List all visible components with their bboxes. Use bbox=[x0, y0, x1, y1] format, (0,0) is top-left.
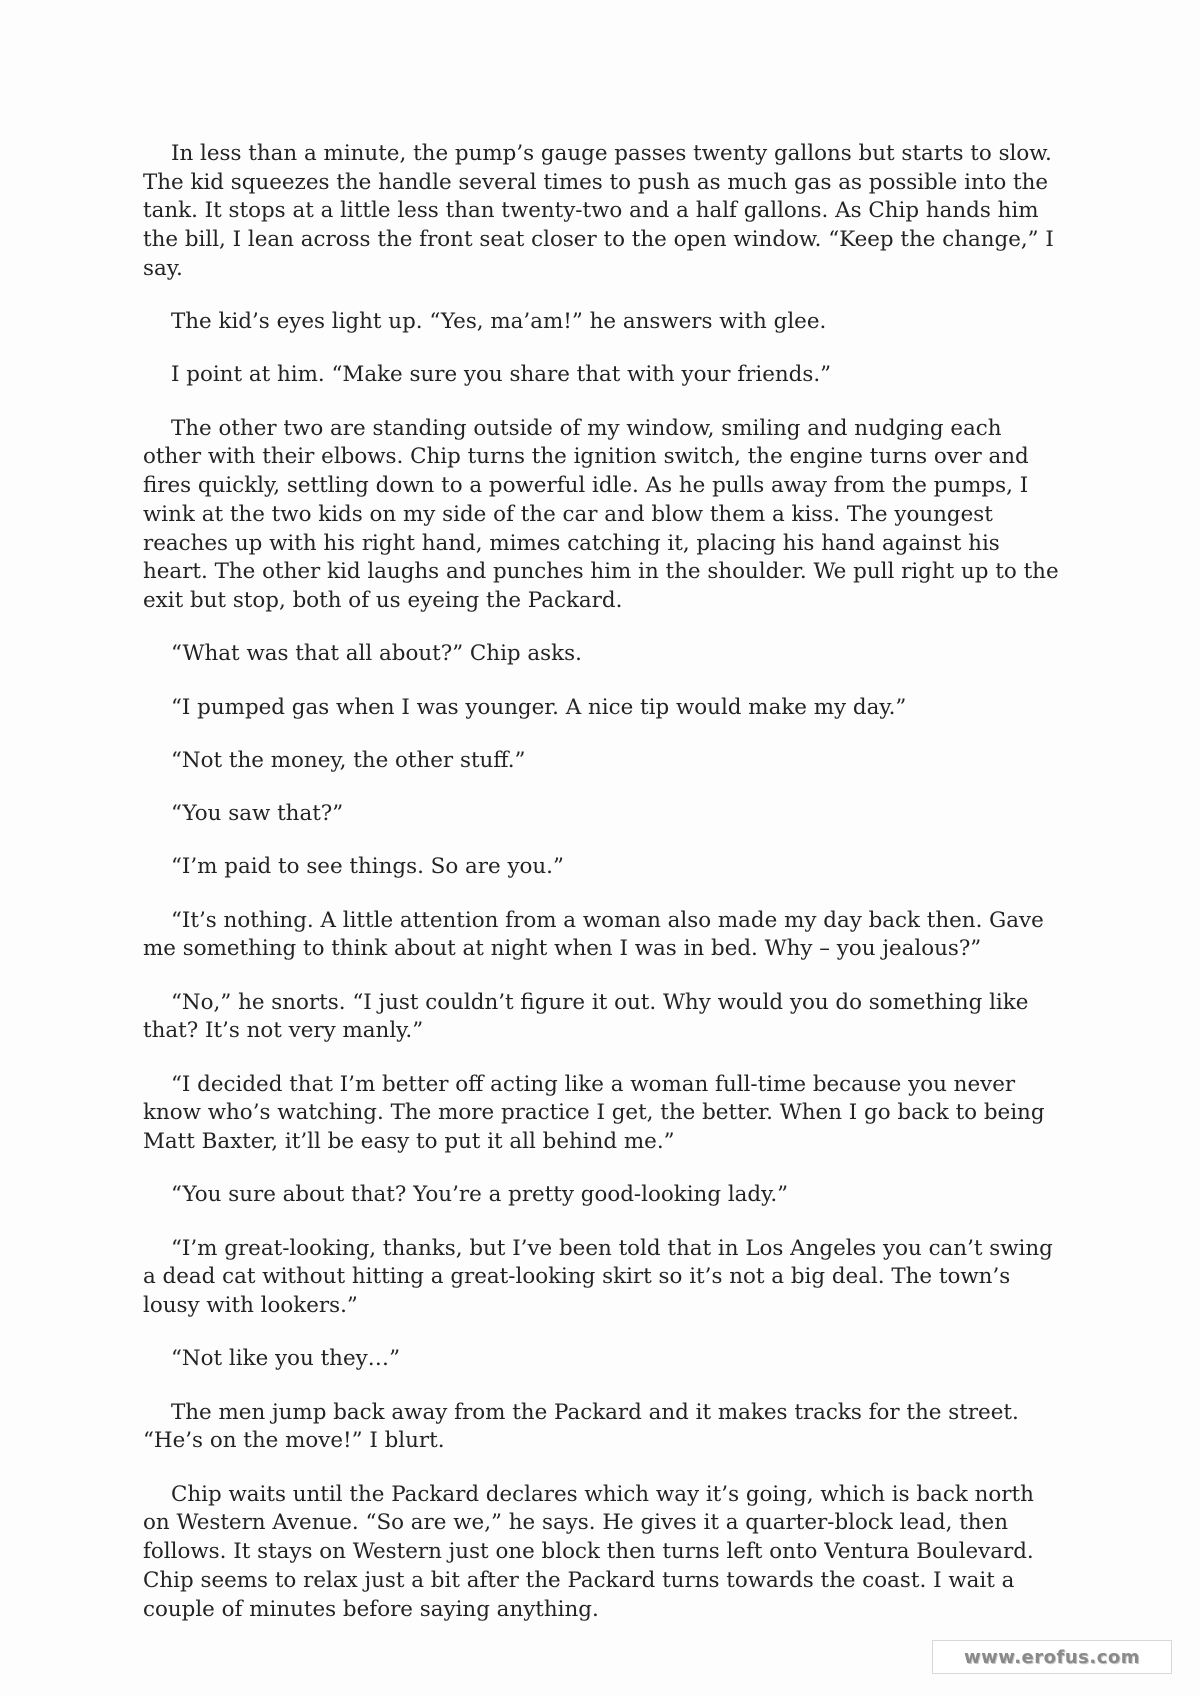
story-text bbox=[143, 140, 1063, 1649]
paragraph: “No,” he snorts. “I just couldn’t figure it out. Why would you do something like that? It’s not very manly.” bbox=[143, 989, 1029, 1044]
paragraph: “You saw that?” bbox=[171, 801, 344, 827]
paragraph: “I pumped gas when I was younger. A nice tip would make my day.” bbox=[171, 694, 907, 720]
paragraph: Chip waits until the Packard declares which way it’s going, which is back north on Western Avenue. “So are we,” he says. He gives it a quarter-block lead, then follows. It stays on Western just one block then turns left onto Ventura Boulevard. Chip seems to relax just a bit after the Packard turns towards the coast. I wait a couple of minutes before saying anything. bbox=[143, 1481, 1034, 1622]
paragraph: “I decided that I’m better off acting like a woman full-time because you never know who’s watching. The more practice I get, the better. When I go back to being Matt Baxter, it’ll be easy to put it all behind me.” bbox=[143, 1071, 1045, 1155]
paragraph: “You sure about that? You’re a pretty good-looking lady.” bbox=[171, 1182, 789, 1208]
paragraph: The kid’s eyes light up. “Yes, ma’am!” he answers with glee. bbox=[171, 309, 827, 335]
paragraph: The other two are standing outside of my window, smiling and nudging each other with their elbows. Chip turns the ignition switch, the engine turns over and fires quickly, settling down to a powerful idle. As he pulls away from the pumps, I wink at the two kids on my side of the car and blow them a kiss. The youngest reaches up with his right hand, mimes catching it, placing his hand against his heart. The other kid laughs and punches him in the shoulder. We pull right up to the exit but stop, both of us eyeing the Packard. bbox=[143, 415, 1059, 613]
paragraph: The men jump back away from the Packard and it makes tracks for the street. “He’s on the move!” I blurt. bbox=[143, 1399, 1019, 1454]
paragraph: “I’m paid to see things. So are you.” bbox=[171, 854, 564, 880]
paragraph: “I’m great-looking, thanks, but I’ve been told that in Los Angeles you can’t swing a dead cat without hitting a great-looking skirt so it’s not a big deal. The town’s lousy with lookers.” bbox=[143, 1235, 1053, 1319]
paragraph: “Not the money, the other stuff.” bbox=[171, 747, 526, 773]
paragraph: “It’s nothing. A little attention from a woman also made my day back then. Gave me something to think about at night when I was in bed. Why – you jealous?” bbox=[143, 907, 1044, 962]
paragraph: I point at him. “Make sure you share that with your friends.” bbox=[171, 362, 832, 388]
paragraph: “Not like you they…” bbox=[171, 1346, 401, 1372]
paragraph: In less than a minute, the pump’s gauge passes twenty gallons but starts to slow. The kid squeezes the handle several times to push as much gas as possible into the tank. It stops at a little less than twenty-two and a half gallons. As Chip hands him the bill, I lean across the front seat closer to the open window. “Keep the change,” I say. bbox=[143, 141, 1054, 281]
paragraph: “What was that all about?” Chip asks. bbox=[171, 641, 582, 667]
site-watermark: www.erofus.com bbox=[932, 1640, 1172, 1674]
